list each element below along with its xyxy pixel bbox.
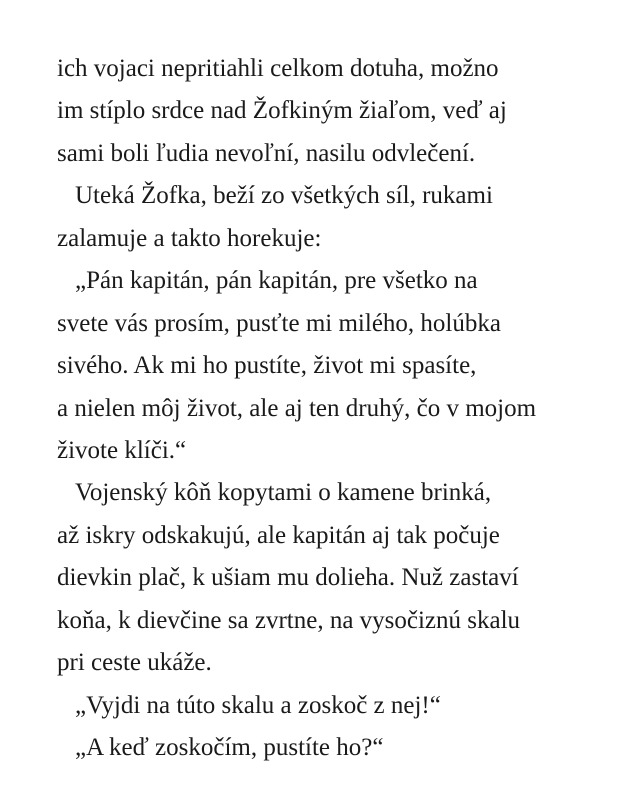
text-line: „Vyjdi na túto skalu a zoskoč z nej!“ (75, 692, 441, 719)
text-line: živote klíči.“ (57, 437, 187, 464)
text-line: pri ceste ukáže. (57, 649, 212, 676)
text-line: sami boli ľudia nevoľní, nasilu odvlečení. (57, 140, 476, 167)
text-line: až iskry odskakujú, ale kapitán aj tak počuje (57, 522, 500, 549)
text-line: Vojenský kôň kopytami o kamene brinká, (75, 479, 492, 506)
text-line: zalamuje a takto horekuje: (57, 225, 322, 252)
text-line: im stíplo srdce nad Žofkiným žiaľom, veď aj (57, 97, 507, 124)
text-line: dievkin plač, k ušiam mu dolieha. Nuž zastaví (57, 564, 519, 591)
text-line: a nielen môj život, ale aj ten druhý, čo v mojom (57, 395, 537, 422)
text-line: „A keď zoskočím, pustíte ho?“ (75, 734, 384, 761)
text-line: Uteká Žofka, beží zo všetkých síl, rukami (75, 182, 493, 209)
text-line: svete vás prosím, pusťte mi milého, holúbka (57, 310, 501, 337)
text-line: koňa, k dievčine sa zvrtne, na vysočiznú skalu (57, 607, 521, 634)
text-line: „Pán kapitán, pán kapitán, pre všetko na (75, 267, 478, 294)
text-line: sivého. Ak mi ho pustíte, život mi spasíte, (57, 352, 477, 379)
text-line: ich vojaci nepritiahli celkom dotuha, možno (57, 55, 499, 82)
